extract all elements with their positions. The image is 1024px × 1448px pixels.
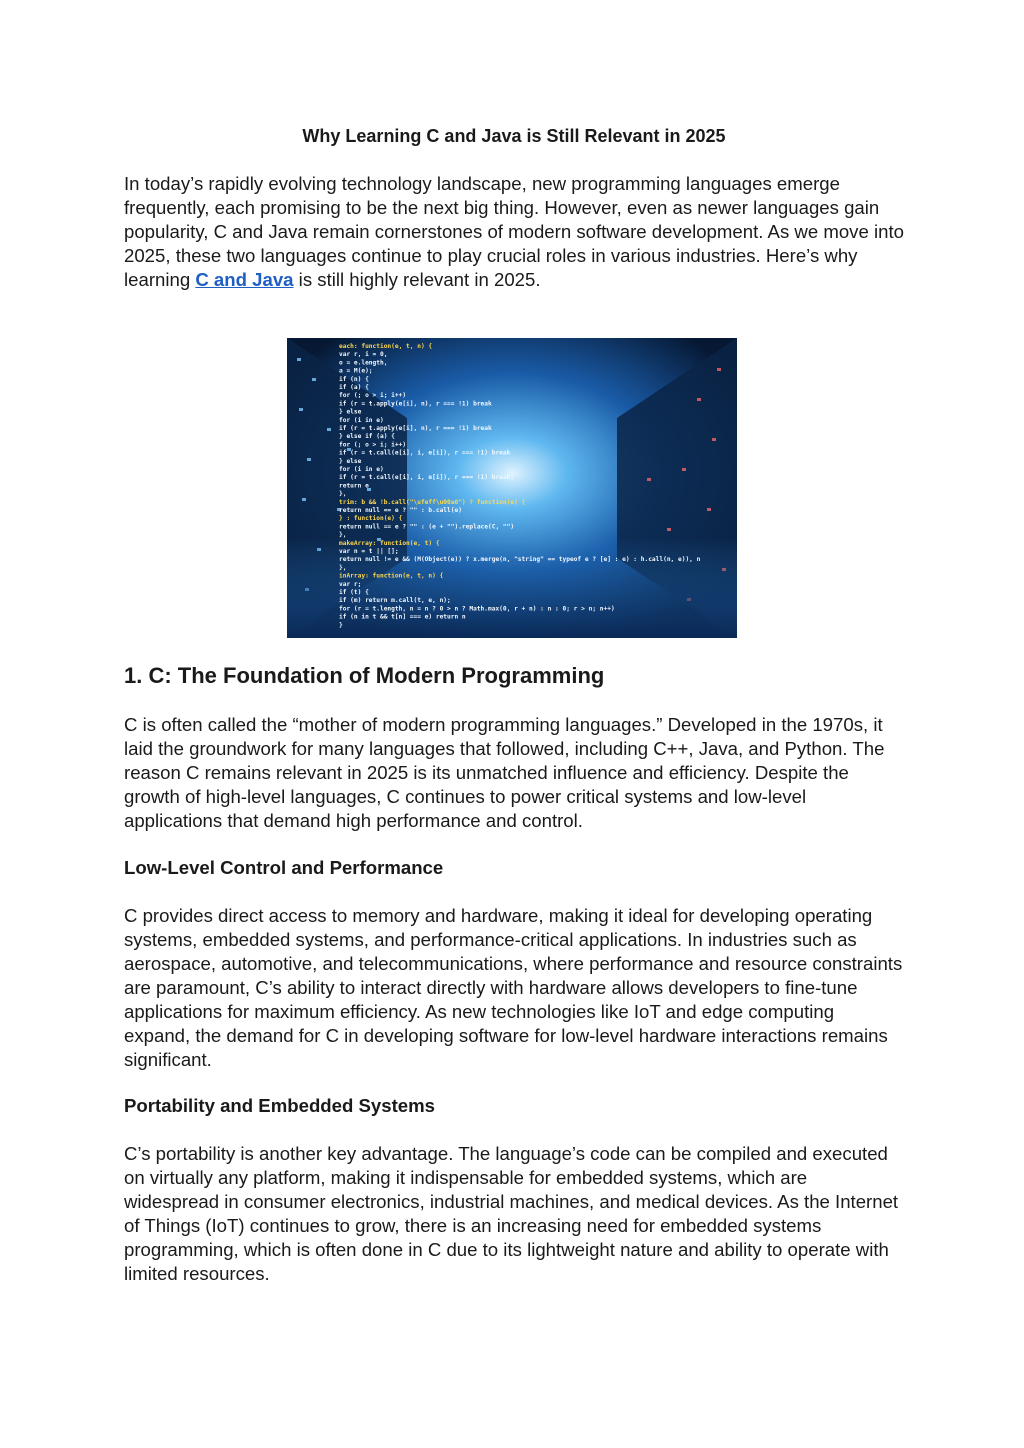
code-line: if (t) { xyxy=(339,589,369,596)
code-line: var n = t || []; xyxy=(339,548,399,555)
subheading-low-level-control: Low-Level Control and Performance xyxy=(124,857,444,878)
low-level-paragraph: C provides direct access to memory and hardware, making it ideal for developing operating systems, embedded systems, and performance-critical applications. In industries such as aerospace, automotive, and telecommunications, where performance and resource constraints are paramount, C’s ability to interact directly with hardware allows developers to fine-tune applications for maximum efficiency. As new technologies like IoT and edge computing expand, the demand for C in developing software for low-level hardware interactions remains significant. xyxy=(124,905,903,1070)
section-heading-c-foundation: 1. C: The Foundation of Modern Programming xyxy=(124,663,605,688)
code-line: if (r = t.call(e[i], i, e[i]), r === !1) break xyxy=(339,449,511,457)
subheading-portability: Portability and Embedded Systems xyxy=(124,1095,436,1116)
code-line: if (r = t.apply(e[i], n), r === !1) break xyxy=(339,425,492,432)
code-line: } else xyxy=(339,408,362,416)
code-line: if (r = t.apply(e[i], n), r === !1) break xyxy=(339,400,492,408)
code-line: } xyxy=(339,621,343,629)
document-title: Why Learning C and Java is Still Relevant in 2025 xyxy=(302,126,726,146)
code-line: var r, i = 0, xyxy=(339,351,388,359)
code-line: if (m) return m.call(t, e, n); xyxy=(339,597,451,605)
portability-paragraph: C’s portability is another key advantage. The language’s code can be compiled and executed on virtually any platform, making it indispensable for embedded systems, which are widespread in consumer electronics, industrial machines, and medical devices. As the Internet of Things (IoT) continues to grow, there is an increasing need for embedded systems programming, which is often done in C due to its lightweight nature and ability to operate with limited resources. xyxy=(124,1143,899,1284)
intro-text-before-link: In today’s rapidly evolving technology landscape, new programming languages emerge frequently, each promising to be the next big thing. However, even as newer languages gain popularity, C and Java remain cornerstones of modern software development. As we move into 2025, these two languages continue to play crucial roles in various industries. Here’s why learning xyxy=(124,173,904,290)
intro-paragraph xyxy=(124,172,904,292)
code-line: makeArray: function(e, t) { xyxy=(339,539,440,547)
code-line: if (r = t.call(e[i], i, e[i]), r === !1) break; xyxy=(339,474,515,482)
c-and-java-link[interactable]: C and Java xyxy=(195,269,294,290)
code-line: if (n) { xyxy=(339,375,369,383)
code-line: if (a) { xyxy=(339,384,369,391)
code-line: }, xyxy=(339,531,347,539)
code-line: for (; o > i; i++) xyxy=(339,392,407,400)
code-line: for (; o > i; i++) xyxy=(339,441,407,449)
code-line: inArray: function(e, t, n) { xyxy=(339,572,444,580)
code-line: var r; xyxy=(339,580,362,588)
code-line: a = M(e); xyxy=(339,367,373,375)
code-line: o = e.length, xyxy=(339,359,388,367)
code-line: }, xyxy=(339,490,347,498)
code-line: for (i in e) xyxy=(339,466,384,473)
code-line: } else if (a) { xyxy=(339,433,395,441)
code-line: each: function(e, t, n) { xyxy=(339,343,433,350)
code-line: return e xyxy=(339,482,369,490)
code-line: for (i in e) xyxy=(339,416,384,424)
code-line: }, xyxy=(339,564,347,572)
code-line: } : function(e) { xyxy=(339,515,403,523)
section1-paragraph: C is often called the “mother of modern programming languages.” Developed in the 1970s, it laid the groundwork for many languages that followed, including C++, Java, and Python. The reason C remains relevant in 2025 is its unmatched influence and efficiency. Despite the growth of high-level languages, C continues to power critical systems and low-level applications that demand high performance and control. xyxy=(124,714,885,831)
code-line: return null != e && (M(Object(e)) ? x.merge(n, "string" == typeof e ? [e] : e) : h.call(n, e)), n xyxy=(339,556,701,564)
code-line: } else xyxy=(339,457,362,465)
code-line: if (n in t && t[n] === e) return n xyxy=(339,613,466,621)
code-line: return null == e ? "" : (e + "").replace(C, "") xyxy=(339,523,515,531)
code-line: for (r = t.length, n = n ? 0 > n ? Math.max(0, r + n) : n : 0; r > n; n++) xyxy=(339,605,615,613)
code-line: trim: b && !b.call("\ufeff\u00a0") ? function(e) { xyxy=(339,498,526,506)
hero-image xyxy=(287,338,737,638)
code-line: return null == e ? "" : b.call(e) xyxy=(339,507,462,514)
intro-text-after-link: is still highly relevant in 2025. xyxy=(293,269,541,290)
